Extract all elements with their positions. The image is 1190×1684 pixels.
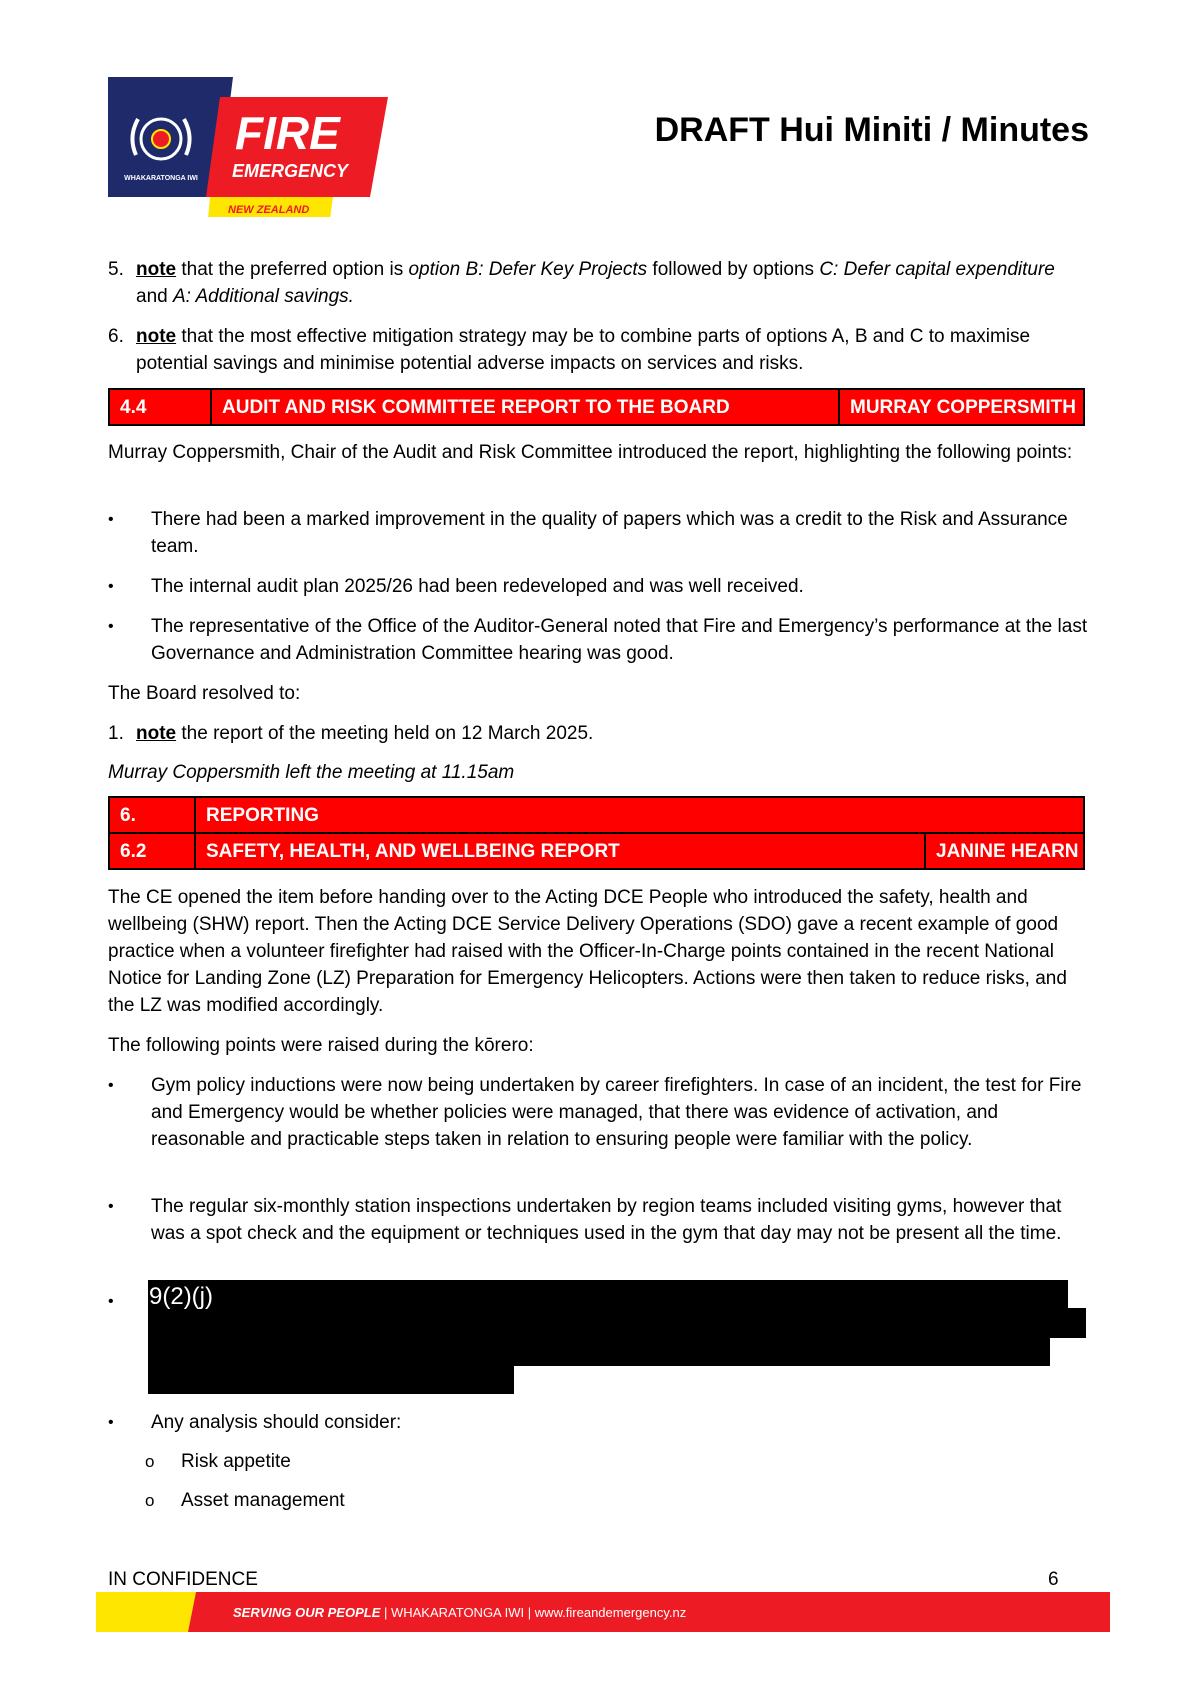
sub-list-item: Asset management	[181, 1490, 345, 1511]
list-item: There had been a marked improvement in the quality of papers which was a credit to the Risk and Assurance team.	[151, 509, 1068, 557]
resolution-body: the report of the meeting held on 12 March 2025.	[181, 723, 594, 744]
item-6-body: that the most effective mitigation strategy may be to combine parts of options A, B and C to maximise potential savings and minimise potential adverse impacts on services and risks.	[136, 326, 1031, 374]
logo-whakaratonga-text: WHAKARATONGA IWI	[124, 175, 198, 182]
section-title: SAFETY, HEALTH, AND WELLBEING REPORT	[194, 834, 924, 868]
audit-intro: Murray Coppersmith, Chair of the Audit and Risk Committee introduced the report, highlighting the following points:	[108, 442, 1073, 463]
board-resolved: The Board resolved to:	[108, 683, 301, 704]
item-5-body: that the preferred option is option B: Defer Key Projects followed by options C: Defer capital expenditure and A: Additional savings.	[136, 259, 1055, 307]
logo-nz-text: NEW ZEALAND	[228, 204, 310, 216]
page-number: 6	[1048, 1569, 1059, 1590]
list-item: The internal audit plan 2025/26 had been redeveloped and was well received.	[151, 576, 804, 597]
bullet-marker: •	[108, 618, 114, 635]
logo-fire-text: FIRE	[235, 107, 340, 159]
footer-banner	[96, 1592, 1110, 1632]
sub-bullet-marker: o	[145, 1491, 155, 1510]
document-title: DRAFT Hui Miniti / Minutes	[654, 111, 1089, 149]
section-number: 6.2	[120, 840, 147, 862]
list-item: Gym policy inductions were now being undertaken by career firefighters. In case of an incident, the test for Fire and Emergency would be whether policies were managed, that there was evidence of activation, and reasonable and practicable steps taken in relation to ensuring people were familiar with the policy.	[151, 1075, 1082, 1150]
bullet-marker: •	[108, 1077, 114, 1094]
item-number: 5.	[108, 259, 124, 280]
bullet-marker: •	[108, 511, 114, 528]
footer-banner-bold: SERVING OUR PEOPLE	[233, 1605, 381, 1620]
section-title: REPORTING	[194, 798, 1083, 832]
redaction-block	[148, 1308, 1086, 1338]
fire-emergency-logo	[108, 77, 388, 217]
redaction-block	[148, 1366, 514, 1394]
sub-list-item: Risk appetite	[181, 1451, 291, 1472]
section-header-4-4	[108, 388, 1085, 426]
shw-intro: The CE opened the item before handing over to the Acting DCE People who introduced the safety, health and wellbeing (SHW) report. Then the Acting DCE Service Delivery Operations (SDO) gave a recent example of good practice when a volunteer firefighter had raised with the Officer-In-Charge points contained in the recent National Notice for Landing Zone (LZ) Preparation for Emergency Helicopters. Actions were then taken to reduce risks, and the LZ was modified accordingly.	[108, 887, 1067, 1016]
list-item: The representative of the Office of the Auditor-General noted that Fire and Emergency’s performance at the last Governance and Administration Committee hearing was good.	[151, 616, 1088, 664]
bullet-marker: •	[108, 1198, 114, 1215]
list-item: Any analysis should consider:	[151, 1412, 402, 1433]
item-6-text	[136, 323, 1086, 377]
logo-emergency-text: EMERGENCY	[232, 161, 349, 181]
bullet-marker: •	[108, 578, 114, 595]
left-meeting-note: Murray Coppersmith left the meeting at 11.15am	[108, 762, 515, 783]
resolution-number: 1.	[108, 723, 124, 744]
item-5-text	[136, 256, 1086, 310]
section-presenter: JANINE HEARN	[924, 834, 1083, 868]
redaction-block	[148, 1338, 1050, 1366]
bullet-marker: •	[108, 1293, 114, 1310]
redaction-label: 9(2)(j)	[149, 1283, 213, 1310]
note-keyword: note	[136, 259, 177, 280]
item-number: 6.	[108, 326, 124, 347]
korero-intro: The following points were raised during the kōrero:	[108, 1035, 534, 1056]
bullet-marker: •	[108, 1414, 114, 1431]
footer-classification: IN CONFIDENCE	[108, 1569, 258, 1590]
footer-banner-rest: | WHAKARATONGA IWI | www.fireandemergency.nz	[380, 1605, 687, 1620]
resolution-text	[136, 720, 1086, 747]
note-keyword: note	[136, 723, 177, 744]
section-title: AUDIT AND RISK COMMITTEE REPORT TO THE BOARD	[210, 390, 838, 424]
sub-bullet-marker: o	[145, 1452, 155, 1471]
note-keyword: note	[136, 326, 177, 347]
section-number: 4.4	[120, 396, 147, 418]
svg-text:SERVING OUR PEOPLE | WHAKARATO	[233, 1605, 686, 1620]
section-header-6	[108, 796, 1085, 870]
redaction-block	[148, 1280, 1068, 1308]
section-presenter: MURRAY COPPERSMITH	[838, 390, 1083, 424]
section-number: 6.	[120, 804, 136, 826]
list-item: The regular six-monthly station inspections undertaken by region teams included visiting gyms, however that was a spot check and the equipment or techniques used in the gym that day may not be present all the time.	[151, 1196, 1062, 1244]
